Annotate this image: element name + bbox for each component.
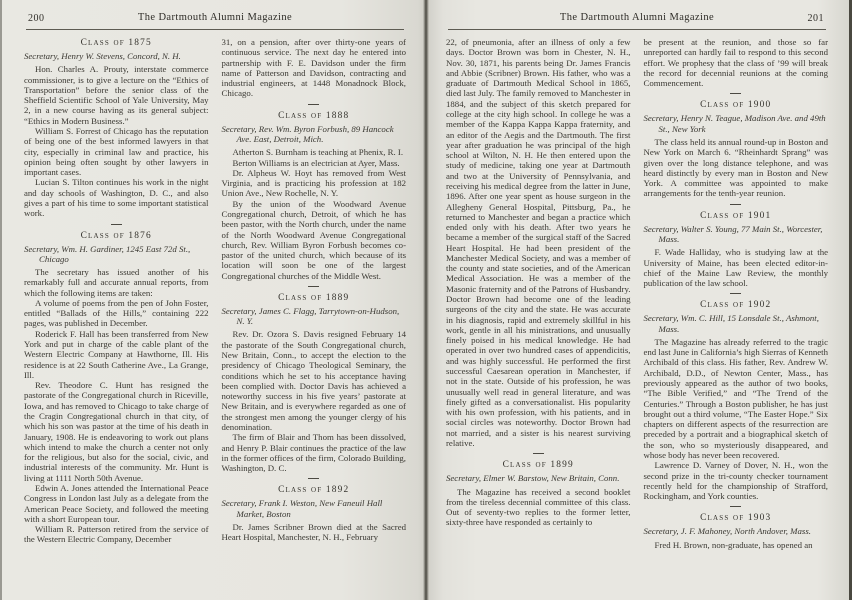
journal-title: The Dartmouth Alumni Magazine	[559, 12, 715, 23]
secretary-line: Secretary, Henry N. Teague, Madison Ave. and 49th St., New York	[643, 113, 826, 134]
paragraph: Roderick F. Hall has been transferred from New York and put in charge of the cable plant of the Western Electric Company at Hawthorne, Ill. His residence is at 22 South Catherine Ave., La Grange, Ill.	[24, 328, 209, 380]
page-201	[426, 0, 852, 600]
section-heading: Class of 1903	[700, 513, 772, 524]
secretary-line: Secretary, Wm. H. Gardiner, 1245 East 72d St., Chicago	[24, 243, 191, 264]
journal-title: The Dartmouth Alumni Magazine	[137, 12, 293, 23]
section-separator	[730, 506, 741, 507]
paragraph: Rev. Theodore C. Hunt has resigned the pastorate of the Congregational church in Riceville, Iowa, and has removed to Chicago to take charge of the Cragin Congregational church in that city, of which his son was pastor at the time of his death in January, 1908. He is endeavoring to work out plans which intend to make the church a center not only for the religious, but also for the social, civic, and industrial interests of the community. Mr. Hunt is living at 1111 North 50th Avenue.	[24, 380, 209, 483]
header-rule	[26, 29, 404, 30]
column-2	[222, 37, 407, 545]
paragraph-continuation: be present at the reunion, and those so far unreported can hardly fail to respond to this second effort. We prophesy that the class of ’99 will break the record for decennial reunions at the coming Commencement.	[643, 37, 828, 89]
section-heading: Class of 1899	[502, 460, 574, 471]
paragraph: A volume of poems from the pen of John Foster, entitled “Ballads of the Hills,” containing 222 pages, was published in December.	[24, 297, 209, 329]
paragraph: The class held its annual round-up in Boston and New York on March 6. “Rheinhardt Sprang” was given over the long distance telephone, and was heard distinctly by every man in Boston and New York. A committee was appointed to make arrangements for the tenth-year reunion.	[643, 136, 828, 199]
page-number: 200	[28, 13, 45, 24]
paragraph: Lucian S. Tilton continues his work in the night and day schools of Washington, D. C., and also gives a part of his time to some important statistical work.	[24, 177, 209, 219]
section-separator	[533, 453, 544, 454]
paragraph: Dr. James Scribner Brown died at the Sacred Heart Hospital, Manchester, N. H., February	[221, 521, 406, 543]
secretary-line: Secretary, James C. Flagg, Tarrytown-on-Hudson, N. Y.	[221, 305, 400, 327]
paragraph: Hon. Charles A. Prouty, interstate commerce commissioner, is to give a lecture on the “Ethics of Transportation” before the senior class of the Sheffield Scientific School of Yale University, May 2, in a new course having as its general subject: “Ethics in Modern Business.”	[24, 64, 209, 126]
section-heading: Class of 1888	[278, 110, 350, 121]
section-separator	[308, 104, 319, 105]
paragraph: Rev. Dr. Ozora S. Davis resigned February 14 the pastorate of the South Congregational church, New Britain, Conn., to accept the election to the presidency of Chicago Theological Seminary, the conditions which he set to his acceptance having been complied with. Doctor Davis has achieved a noteworthy success in his five years’ pastorate at New Britain, and is everywhere regarded as one of the strongest men among the younger clergy of his denomination.	[221, 329, 406, 432]
paragraph: Dr. Alpheus W. Hoyt has removed from West Virginia, and is practicing his profession at 182 Union Ave., New Rochelle, N. Y.	[221, 167, 406, 199]
secretary-line: Secretary, Henry W. Stevens, Concord, N. H.	[24, 51, 181, 61]
paragraph: The Magazine has received a second booklet from the tireless decennial committee of this class. Out of seventy-two replies to the former letter, sixty-three have responded as certainly to	[446, 486, 631, 528]
section-separator	[111, 224, 122, 225]
section-separator	[730, 93, 741, 94]
paragraph: F. Wade Halliday, who is studying law at the University of Maine, has been elected editor-in-chief of the Maine Law Review, the monthly publication of the law school.	[643, 247, 828, 289]
section-separator	[308, 286, 319, 287]
paragraph: Berton Williams is an electrician at Ayer, Mass.	[232, 157, 400, 168]
paragraph: Fred H. Brown, non-graduate, has opened an	[654, 539, 813, 550]
paragraph: By the union of the Woodward Avenue Congregational church, Detroit, of which he has been pastor, with the North church, under the name of the North Woodward Avenue Congregational church, Rev. William Byron Forbush becomes co-pastor of the united church, which because of its location will soon be one of the largest Congregational churches of the Middle West.	[221, 198, 406, 281]
paragraph-continuation: 31, on a pension, after over thirty-one years of continuous service. The next day he entered into partnership with F. E. Davidson under the firm name of Patterson and Davidson, contracting and industrial engineers, at 1448 Monadnock Block, Chicago.	[221, 37, 406, 99]
paragraph: Edwin A. Jones attended the International Peace Congress in London last July as a delegate from the American Peace Society, and followed the meeting with a short European tour.	[24, 482, 209, 524]
column-1	[24, 37, 209, 545]
section-separator	[730, 293, 741, 294]
paragraph: William R. Patterson retired from the service of the Western Electric Company, December	[24, 524, 209, 545]
paragraph: William S. Forrest of Chicago has the reputation of being one of the best informed lawyers in that city, especially in criminal law and practice, his opinion being often sought by other lawyers in important cases.	[24, 125, 209, 178]
section-heading: Class of 1902	[700, 300, 772, 311]
paragraph: The Magazine has already referred to the tragic end last June in California’s high Sierras of Kenneth Archibald of this class. His father, Rev. Andrew W. Archibald, D.D., of Newton Center, Mass., has previously appeared as the author of two books, “The Bible Verified,” and “The Trend of the Centuries.” Through a Boston publisher, he has just brought out a third volume, “The Easter Hope.” Six chapters on different aspects of the resurrection are preceded by a portrait and a biographical sketch of the son, who so mysteriously disappeared, and whose body has never been recovered.	[643, 336, 828, 460]
secretary-line: Secretary, Wm. C. Hill, 15 Lonsdale St., Ashmont, Mass.	[643, 313, 819, 334]
column-2	[644, 37, 829, 550]
section-separator	[308, 478, 319, 479]
page-columns	[446, 37, 828, 550]
section-heading: Class of 1876	[80, 230, 152, 241]
secretary-line: Secretary, Rev. Wm. Byron Forbush, 89 Hancock Ave. East, Detroit, Mich.	[221, 123, 394, 144]
paragraph: The firm of Blair and Thom has been dissolved, and Henry P. Blair continues the practice of the law in the former offices of the firm, Colorado Building, Washington, D. C.	[221, 432, 406, 474]
section-heading: Class of 1889	[278, 292, 350, 303]
page-header	[446, 12, 828, 27]
secretary-line: Secretary, Frank I. Weston, New Faneuil Hall Market, Boston	[221, 498, 383, 519]
page-header	[24, 12, 406, 27]
section-separator	[730, 204, 741, 205]
section-heading: Class of 1875	[80, 38, 152, 48]
header-rule	[448, 29, 826, 30]
section-heading: Class of 1901	[700, 210, 772, 221]
page-edge-left	[0, 0, 2, 600]
paragraph: Atherton S. Burnham is teaching at Phenix, R. I.	[232, 147, 404, 158]
paragraph: Lawrence D. Varney of Dover, N. H., won the second prize in the tri-county checker tournament recently held for the championship of Strafford, Rockingham, and York counties.	[643, 460, 828, 502]
section-heading: Class of 1892	[278, 485, 350, 496]
paragraph-continuation: 22, of pneumonia, after an illness of only a few days. Doctor Brown was born in Chester, N. H., Nov. 30, 1871, his parents being Dr. James Francis and Abbie (Scribner) Brown. His father, who was a graduate of Dartmouth Medical School in 1865, died last July. The family removed to Manchester in 1884, and the subject of this sketch prepared for college at the city high school. In college he was a member of the Kappa Kappa Kappa fraternity, and an editor of the Aegis and the Dartmouth. The first year after graduation he was principal of the high school at Wilton, N. H. He then entered upon the study of medicine, taking one year at Dartmouth and two at the University of Pennsylvania, and receiving his medical degree from the latter in June, 1896. After one year spent as house surgeon in the Allegheny General Hospital, Pittsburg, Pa., he returned to Manchester and began a practice which ended only with his death. After two years he became a member of the surgical staff of the Sacred Heart Hospital. He had been president of the Manchester Medical Society, and was a member of the county and state societies, and of the American Medical Association. He was a member of the Masonic fraternity and of the Patrons of Husbandry. Doctor Brown had become one of the leading surgeons of the city and the state. He was accurate in his diagnosis, rapid and extremely skillful in his work, gentle in all his ministrations, and unusually finely poised in his medical knowledge. He had operated in over two hundred cases of appendicitis, and was highly successful. He performed the first successful Caesarean operation in Manchester, if not in the state. Outside of his profession, he was unusually well read in general literature, and was finely gifted as a conversationalist. His popularity with his own profession, with his patients, and in social circles was noteworthy. Doctor Brown had not married, and a sister is his nearest surviving relative.	[446, 37, 631, 448]
section-heading: Class of 1900	[700, 100, 772, 111]
page-number: 201	[807, 13, 824, 24]
secretary-line: Secretary, Elmer W. Barstow, New Britain, Conn.	[446, 473, 620, 484]
paragraph: The secretary has issued another of his remarkably full and accurate annual reports, from which the following items are taken:	[24, 267, 209, 298]
page-columns	[24, 37, 406, 545]
secretary-line: Secretary, Walter S. Young, 77 Main St., Worcester, Mass.	[643, 223, 823, 244]
column-1	[446, 37, 631, 550]
book-spine-gutter	[423, 0, 429, 600]
secretary-line: Secretary, J. F. Mahoney, North Andover, Mass.	[643, 526, 811, 537]
